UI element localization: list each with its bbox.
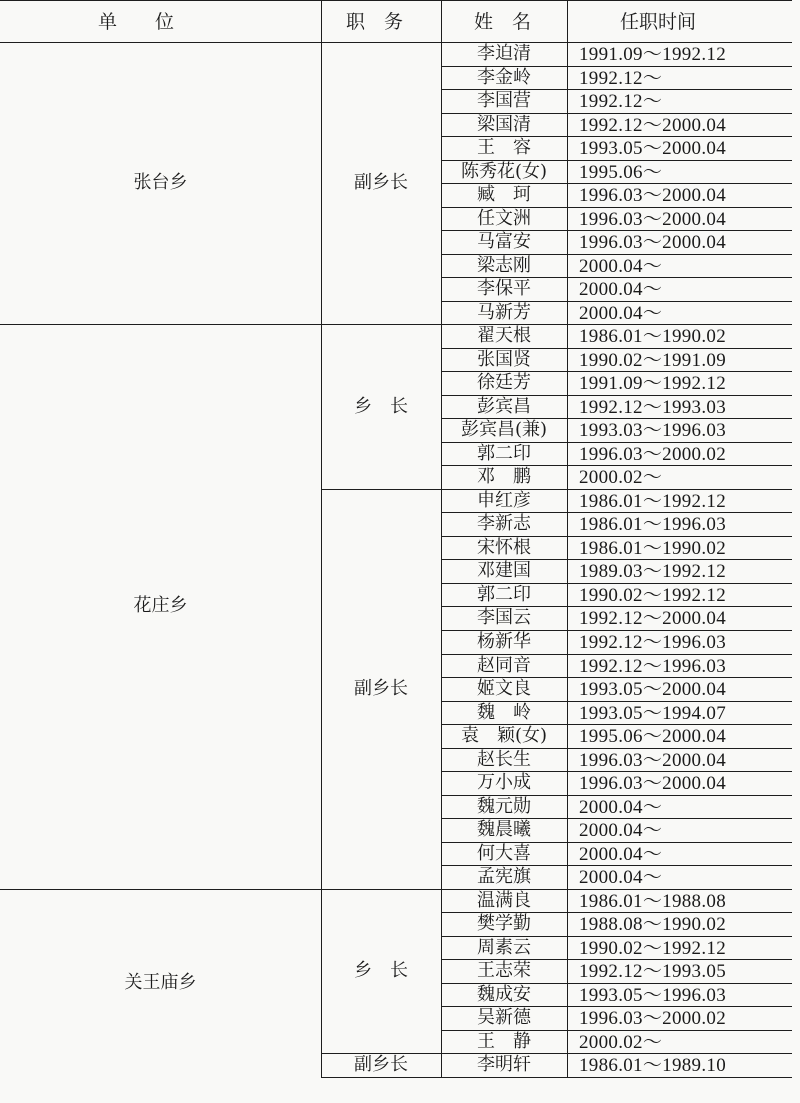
official-name: 马富安 xyxy=(477,231,531,253)
official-name: 周素云 xyxy=(477,936,531,958)
unit-label: 花庄乡 xyxy=(133,595,188,617)
unit-label: 关王庙乡 xyxy=(124,971,197,993)
position-label: 副乡长 xyxy=(354,677,408,699)
official-name: 王 容 xyxy=(477,137,531,159)
official-name: 马新芳 xyxy=(477,301,531,323)
group-rule xyxy=(321,1077,441,1078)
header-unit: 单 位 xyxy=(98,11,175,33)
official-name: 王志荣 xyxy=(477,960,531,982)
group-rule xyxy=(321,324,441,325)
official-name: 邓 鹏 xyxy=(477,466,531,488)
position-label: 乡 长 xyxy=(354,960,408,982)
term-of-office: 1988.08～1990.02 xyxy=(579,914,726,936)
term-of-office: 1992.12～1993.05 xyxy=(579,961,726,983)
unit-label: 张台乡 xyxy=(133,172,188,194)
official-name: 梁志刚 xyxy=(477,254,531,276)
official-name: 孟宪旗 xyxy=(477,866,531,888)
official-name: 彭宾昌 xyxy=(477,395,531,417)
official-name: 李保平 xyxy=(477,278,531,300)
official-name: 宋怀根 xyxy=(477,536,531,558)
term-of-office: 2000.04～ xyxy=(579,279,663,301)
col-rule-term xyxy=(567,0,568,1077)
term-of-office: 1986.01～1996.03 xyxy=(579,514,726,536)
official-name: 魏元勋 xyxy=(477,795,531,817)
official-name: 翟天根 xyxy=(477,325,531,347)
official-name: 申红彦 xyxy=(477,489,531,511)
official-name: 吴新德 xyxy=(477,1007,531,1029)
term-of-office: 1992.12～ xyxy=(579,67,663,89)
term-of-office: 1986.01～1990.02 xyxy=(579,326,726,348)
header-position: 职 务 xyxy=(346,11,404,33)
term-of-office: 2000.04～ xyxy=(579,255,663,277)
term-of-office: 1991.09～1992.12 xyxy=(579,44,726,65)
official-name: 杨新华 xyxy=(477,631,531,652)
group-rule xyxy=(321,889,441,890)
term-of-office: 2000.04～ xyxy=(579,796,663,818)
term-of-office: 1993.05～2000.04 xyxy=(579,679,726,701)
term-of-office: 1996.03～2000.04 xyxy=(579,232,726,254)
term-of-office: 1996.03～2000.02 xyxy=(579,1008,726,1030)
position-label: 副乡长 xyxy=(354,172,408,194)
official-name: 李国营 xyxy=(477,90,531,112)
term-of-office: 2000.04～ xyxy=(579,820,663,842)
official-name: 魏晨曦 xyxy=(477,819,531,841)
official-name: 李迫清 xyxy=(477,43,531,64)
term-of-office: 1992.12～2000.04 xyxy=(579,608,726,630)
term-of-office: 1996.03～2000.02 xyxy=(579,443,726,465)
official-name: 袁 颖(女) xyxy=(460,725,548,747)
term-of-office: 2000.04～ xyxy=(579,843,663,865)
official-name: 何大喜 xyxy=(477,842,531,864)
term-of-office: 1990.02～1992.12 xyxy=(579,937,726,959)
term-of-office: 2000.04～ xyxy=(579,867,663,889)
official-name: 徐廷芳 xyxy=(477,372,531,394)
header-term: 任职时间 xyxy=(620,11,697,33)
term-of-office: 1991.09～1992.12 xyxy=(579,373,726,395)
term-of-office: 1986.01～1992.12 xyxy=(579,490,726,512)
official-name: 魏 岭 xyxy=(477,701,531,723)
term-of-office: 1996.03～2000.04 xyxy=(579,185,726,207)
term-of-office: 1992.12～2000.04 xyxy=(579,114,726,136)
official-name: 樊学勤 xyxy=(477,913,531,935)
section-rule xyxy=(0,324,321,325)
col-rule-position xyxy=(321,0,322,1077)
header-name: 姓 名 xyxy=(474,11,532,33)
term-of-office: 1992.12～ xyxy=(579,91,663,113)
official-name: 彭宾昌(兼) xyxy=(460,419,548,441)
term-of-office: 2000.02～ xyxy=(579,1031,663,1053)
term-of-office: 1993.03～1996.03 xyxy=(579,420,726,442)
term-of-office: 1986.01～1990.02 xyxy=(579,537,726,559)
term-of-office: 1996.03～2000.04 xyxy=(579,749,726,771)
section-rule xyxy=(0,889,321,890)
term-of-office: 1990.02～1991.09 xyxy=(579,349,726,371)
official-name: 张国贤 xyxy=(477,348,531,370)
term-of-office: 1993.05～1994.07 xyxy=(579,702,726,724)
term-of-office: 1992.12～1996.03 xyxy=(579,632,726,653)
term-of-office: 1993.05～1996.03 xyxy=(579,984,726,1006)
official-name: 王 静 xyxy=(477,1030,531,1052)
official-name: 李金岭 xyxy=(477,66,531,88)
term-of-office: 1986.01～1988.08 xyxy=(579,890,726,912)
position-label: 乡 长 xyxy=(354,395,408,417)
official-name: 赵同音 xyxy=(477,654,531,676)
term-of-office: 1995.06～ xyxy=(579,161,663,183)
official-name: 陈秀花(女) xyxy=(460,160,548,182)
group-rule xyxy=(321,489,441,490)
official-name: 臧 珂 xyxy=(477,184,531,206)
term-of-office: 2000.04～ xyxy=(579,302,663,324)
official-name: 梁国清 xyxy=(477,113,531,135)
term-of-office: 1990.02～1992.12 xyxy=(579,584,726,606)
term-of-office: 1996.03～2000.04 xyxy=(579,773,726,795)
official-name: 赵长生 xyxy=(477,748,531,770)
term-of-office: 1995.06～2000.04 xyxy=(579,726,726,748)
official-name: 李明轩 xyxy=(477,1054,531,1076)
official-name: 李新志 xyxy=(477,513,531,535)
official-name: 郭二印 xyxy=(477,442,531,464)
term-of-office: 1993.05～2000.04 xyxy=(579,138,726,160)
term-of-office: 1986.01～1989.10 xyxy=(579,1055,726,1077)
term-of-office: 1992.12～1996.03 xyxy=(579,655,726,677)
official-name: 姬文良 xyxy=(477,678,531,700)
term-of-office: 1989.03～1992.12 xyxy=(579,561,726,583)
official-name: 温满良 xyxy=(477,889,531,911)
position-label: 副乡长 xyxy=(354,1054,408,1076)
term-of-office: 1996.03～2000.04 xyxy=(579,208,726,230)
row-rule xyxy=(441,1077,792,1078)
official-name: 万小成 xyxy=(477,772,531,794)
official-name: 李国云 xyxy=(477,607,531,629)
top-rule xyxy=(0,0,792,1)
term-of-office: 1992.12～1993.03 xyxy=(579,396,726,418)
official-name: 邓建国 xyxy=(477,560,531,582)
official-name: 任文洲 xyxy=(477,207,531,229)
official-name: 郭二印 xyxy=(477,583,531,605)
term-of-office: 2000.02～ xyxy=(579,467,663,489)
official-name: 魏成安 xyxy=(477,983,531,1005)
